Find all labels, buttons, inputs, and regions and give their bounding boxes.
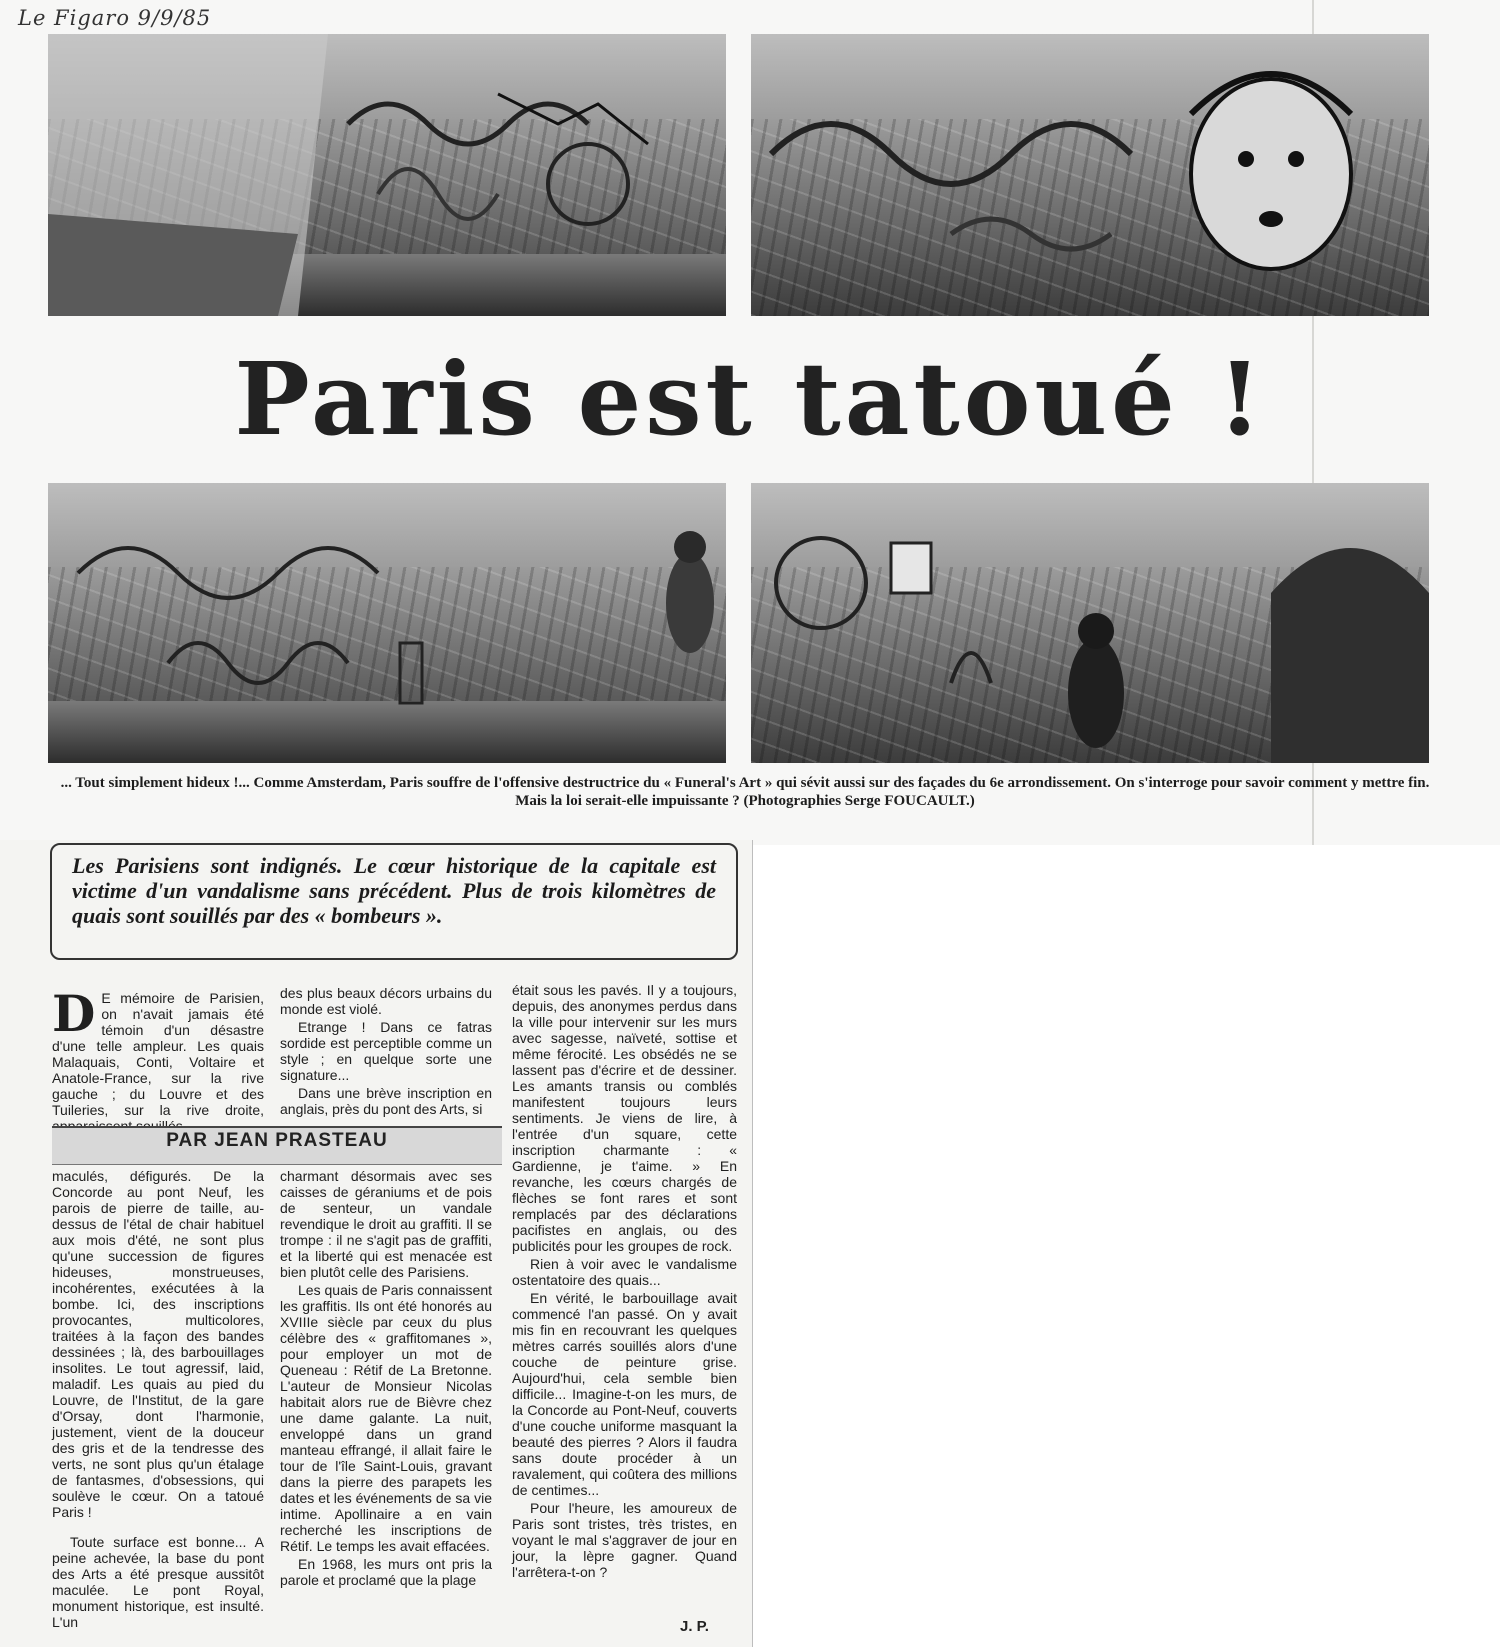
- article-column-2-top: [280, 985, 492, 1117]
- paragraph: était sous les pavés. Il y a toujours, depuis, des anonymes perdus dans la ville pour intervenir sur les murs avec sagesse, naïveté, sottise et même férocité. Les obsédés ne se lassent pas d'écrire et de dessiner. Les amants transis ou comblés manifestent toujours leurs sentiments. Je viens de lire, à l'entrée d'un square, cette inscription charmante : « Gardienne, je t'aime. » En revanche, les cœurs chargés de flèches se font rares et sont remplacés par des déclarations pacifistes en anglais, ou des publicités pour les groupes de rock.: [512, 982, 737, 1254]
- paragraph: Rien à voir avec le vandalisme ostentatoire des quais...: [512, 1256, 737, 1288]
- graffiti-illustration: [751, 483, 1429, 763]
- lead-box: Les Parisiens sont indignés. Le cœur historique de la capitale est victime d'un vandalisme sans précédent. Plus de trois kilomètres de quais sont souillés par des « bombeurs ».: [50, 843, 738, 960]
- paragraph: Pour l'heure, les amoureux de Paris sont tristes, très tristes, en voyant le mal s'aggraver de jour en jour, la lèpre gagner. Quand l'arrêtera-t-on ?: [512, 1500, 737, 1580]
- handwritten-note: Le Figaro 9/9/85: [18, 6, 212, 30]
- graffiti-illustration: [751, 34, 1429, 316]
- graffiti-illustration: [48, 483, 726, 763]
- photo-bottom-right: [751, 483, 1429, 763]
- paragraph: Toute surface est bonne... A peine achevée, la base du pont des Arts a été presque aussitôt maculée. Le pont Royal, monument historique, est insulté. L'un: [52, 1534, 264, 1630]
- photo-bottom-left: [48, 483, 726, 763]
- byline: PAR JEAN PRASTEAU: [166, 1130, 388, 1151]
- paragraph: En 1968, les murs ont pris la parole et proclamé que la plage: [280, 1556, 492, 1588]
- drop-cap: D: [52, 984, 96, 1043]
- paragraph: charmant désormais avec ses caisses de géraniums et de pois de senteur, un vandale revendique le droit au graffiti. Il se trompe : il ne s'agit pas de graffiti, et la liberté qui est menacée est bien plutôt celle des Parisiens.: [280, 1168, 492, 1280]
- article-column-3: [512, 982, 737, 1580]
- author-signature: J. P.: [680, 1618, 709, 1635]
- paragraph: Etrange ! Dans ce fatras sordide est perceptible comme un style ; en quelque sorte une signature...: [280, 1019, 492, 1083]
- article-column-1-bottom: [52, 1168, 264, 1630]
- article-column-1-top: [52, 984, 264, 1134]
- photo-caption: ... Tout simplement hideux !... Comme Amsterdam, Paris souffre de l'offensive destructrice du « Funeral's Art » qui sévit aussi sur des façades du 6e arrondissement. On s'interroge pour savoir comment y mettre fin. Mais la loi serait-elle impuissante ? (Photographies Serge FOUCAULT.): [60, 775, 1430, 809]
- paragraph: des plus beaux décors urbains du monde est violé.: [280, 985, 492, 1017]
- photo-top-left: [48, 34, 726, 316]
- article-column-2-bottom: [280, 1168, 492, 1588]
- photo-top-right: [751, 34, 1429, 316]
- paragraph: Les quais de Paris connaissent les graffitis. Ils ont été honorés au XVIIIe siècle par ceux du plus célèbre des « graffitomanes », pour employer un mot de Queneau : Rétif de La Bretonne. L'auteur de Monsieur Nicolas habitait alors rue de Bièvre chez une dame galante. La nuit, enveloppé dans un grand manteau effrangé, il allait faire le tour de l'île Saint-Louis, gravant dans la pierre des parapets les dates et les événements de sa vie intime. Apollinaire a en vain recherché les inscriptions de Rétif. Le temps les avait effacées.: [280, 1282, 492, 1554]
- graffiti-illustration: [48, 34, 726, 316]
- paragraph: maculés, défigurés. De la Concorde au pont Neuf, les parois de pierre de taille, au-dessus de l'étal de chair habituel aux mois d'été, ne sont plus qu'une succession de figures hideuses, monstrueuses, incohérentes, exécutées à la bombe. Ici, des inscriptions provocantes, multicolores, traitées à la façon des bandes dessinées ; là, des barbouillages insolites. Le tout agressif, laid, maladif. Les quais au pied du Louvre, de l'Institut, de la gare d'Orsay, dont l'harmonie, justement, vient de la douceur des gris et de la tendresse des verts, ne sont plus qu'un étalage de fantasmes, d'obsessions, qui soulève le cœur. On a tatoué Paris !: [52, 1168, 264, 1520]
- headline: Paris est tatoué !: [234, 340, 1266, 458]
- paragraph: Dans une brève inscription en anglais, près du pont des Arts, si: [280, 1085, 492, 1117]
- paragraph: En vérité, le barbouillage avait commencé l'an passé. On y avait mis fin en recouvrant les quelques mètres carrés souillés alors d'une couche de peinture grise. Aujourd'hui, cela semble bien difficile... Imagine-t-on les murs, de la Concorde au Pont-Neuf, couverts d'une couche uniforme masquant la beauté des pierres ? Alors il faudra sans doute procéder à un ravalement, qui coûtera des millions de centimes...: [512, 1290, 737, 1498]
- paragraph: E mémoire de Parisien, on n'avait jamais été témoin d'un désastre d'une telle ampleur. Les quais Malaquais, Conti, Voltaire et Anatole-France, sur la rive gauche ; du Louvre et des Tuileries, sur la rive droite,: [52, 990, 264, 1118]
